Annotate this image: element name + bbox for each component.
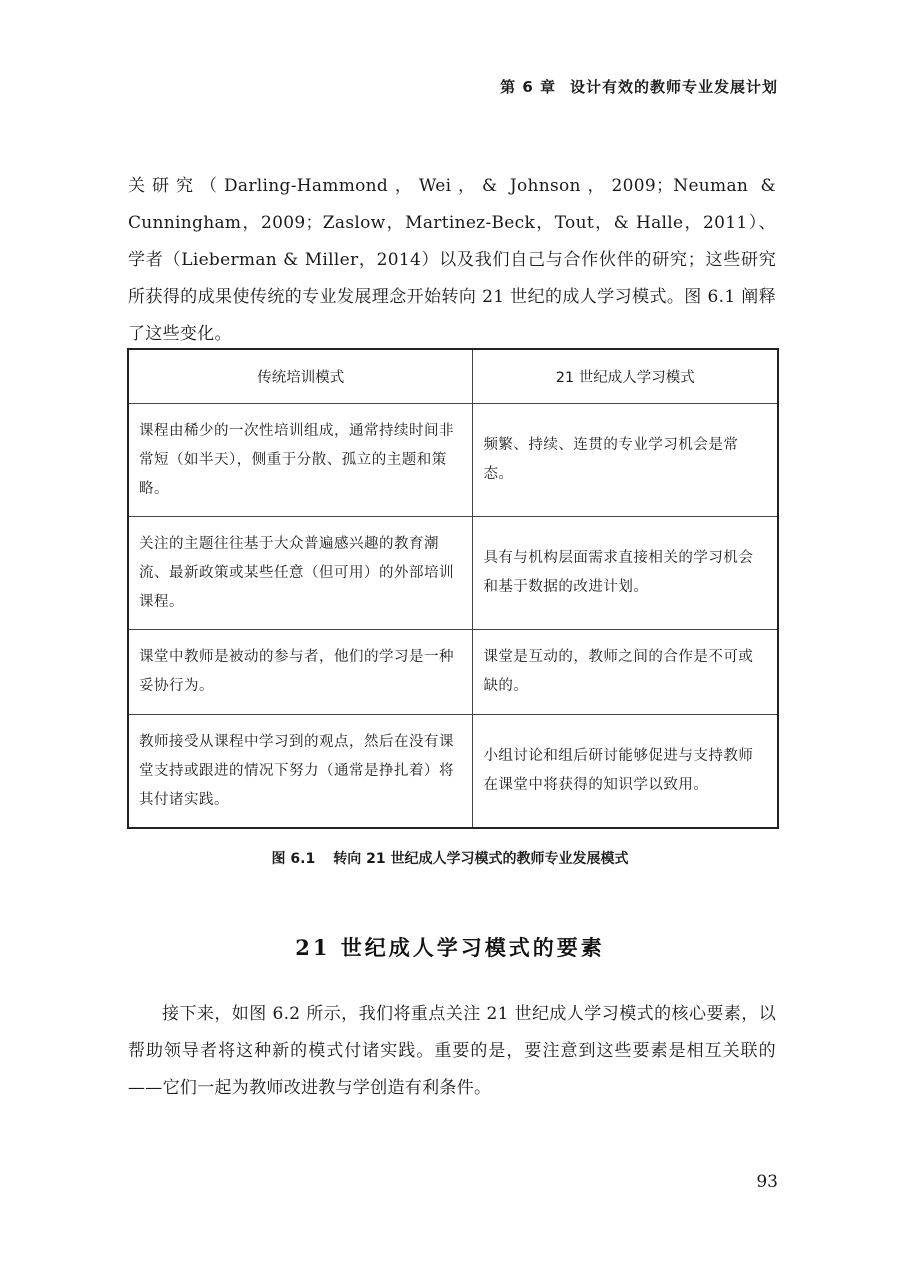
figure-number: 图 6.1 [271, 851, 316, 867]
table-cell: 频繁、持续、连贯的专业学习机会是常态。 [473, 404, 778, 517]
figure-caption [0, 848, 900, 868]
chapter-title: 设计有效的教师专业发展计划 [569, 78, 778, 96]
intro-paragraph: 关研究（Darling-Hammond，Wei，& Johnson，2009；Neuman & Cunningham，2009；Zaslow，Martinez-Beck，Tout，& Halle，2011）、学者（Lieberman & Miller，2014）以及我们自己与合作伙伴的研究；这些研究所获得的成果使传统的专业发展理念开始转向 21 世纪的成人学习模式。图 6.1 阐释了这些变化。 [128, 176, 776, 344]
running-header [500, 76, 778, 97]
page-number: 93 [756, 1172, 778, 1192]
table-cell: 课堂是互动的，教师之间的合作是不可或缺的。 [473, 630, 778, 715]
table-row [128, 517, 778, 630]
chapter-number: 第 6 章 [500, 78, 556, 96]
comparison-table [127, 348, 779, 829]
table-row [128, 404, 778, 517]
table-cell: 关注的主题往往基于大众普遍感兴趣的教育潮流、最新政策或某些任意（但可用）的外部培训课程。 [128, 517, 473, 630]
section-title: 21 世纪成人学习模式的要素 [295, 935, 605, 960]
body-paragraph: 接下来，如图 6.2 所示，我们将重点关注 21 世纪成人学习模式的核心要素，以帮助领导者将这种新的模式付诸实践。重要的是，要注意到这些要素是相互关联的——它们一起为教师改进教与学创造有利条件。 [128, 1004, 776, 1098]
table-row [128, 715, 778, 829]
table-cell: 小组讨论和组后研讨能够促进与支持教师在课堂中将获得的知识学以致用。 [473, 715, 778, 829]
table-header-row [128, 349, 778, 404]
table-row [128, 630, 778, 715]
table-cell: 具有与机构层面需求直接相关的学习机会和基于数据的改进计划。 [473, 517, 778, 630]
header-21st-century-model: 21 世纪成人学习模式 [473, 349, 778, 404]
table-cell: 教师接受从课程中学习到的观点，然后在没有课堂支持或跟进的情况下努力（通常是挣扎着）将其付诸实践。 [128, 715, 473, 829]
table-cell: 课程由稀少的一次性培训组成，通常持续时间非常短（如半天），侧重于分散、孤立的主题和策略。 [128, 404, 473, 517]
figure-caption-text: 转向 21 世纪成人学习模式的教师专业发展模式 [333, 851, 629, 867]
table-cell: 课堂中教师是被动的参与者，他们的学习是一种妥协行为。 [128, 630, 473, 715]
header-traditional-model: 传统培训模式 [128, 349, 473, 404]
